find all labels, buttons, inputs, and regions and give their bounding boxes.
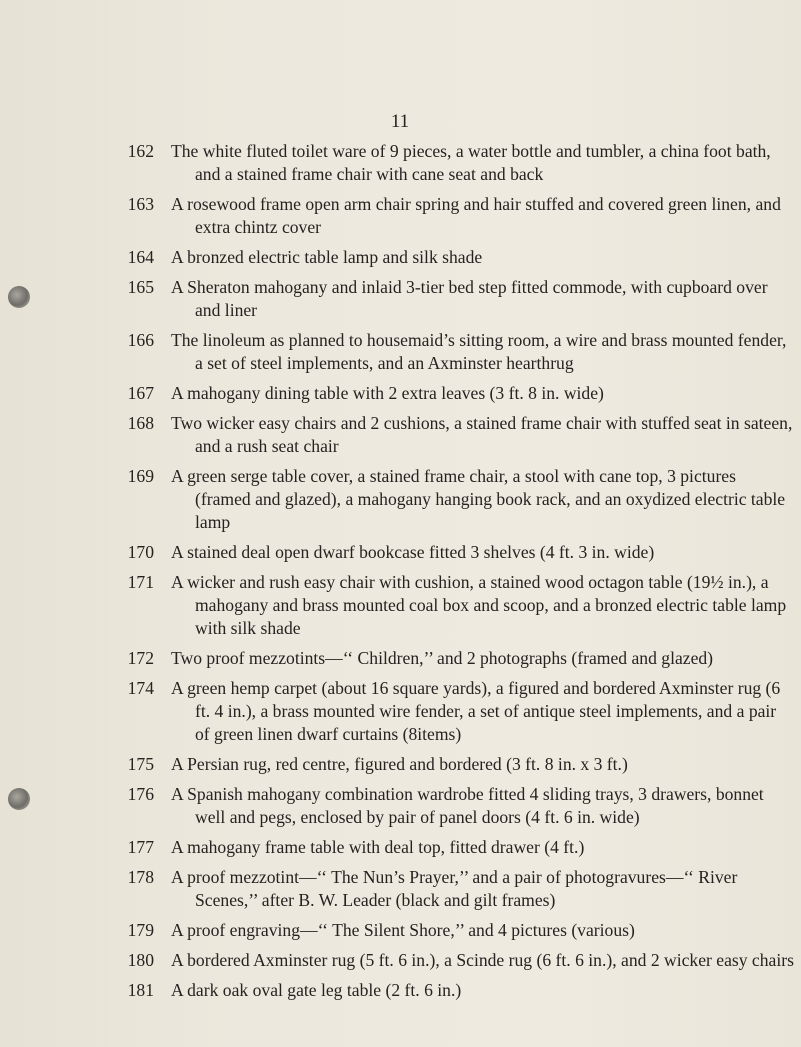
lot-description: A proof mezzotint—‘‘ The Nun’s Prayer,’’ and a pair of photogravures—‘‘ River Scenes,’’ after B. W. Leader (black and gilt frames)	[171, 867, 738, 910]
lot-number: 178	[127, 867, 154, 887]
lot-description: A proof engraving—‘‘ The Silent Shore,’’ and 4 pictures (various)	[171, 920, 635, 940]
lot-description: A stained deal open dwarf bookcase fitted 3 shelves (4 ft. 3 in. wide)	[171, 542, 655, 562]
lot-description: Two wicker easy chairs and 2 cushions, a stained frame chair with stuffed seat in sateen, and a rush seat chair	[171, 413, 793, 456]
lot-description: A mahogany dining table with 2 extra leaves (3 ft. 8 in. wide)	[171, 383, 604, 403]
lot-description: A green serge table cover, a stained frame chair, a stool with cane top, 3 pictures (framed and glazed), a mahogany hanging book rack, and an oxydized electric table lamp	[171, 466, 786, 532]
lot-number: 177	[127, 837, 154, 857]
lot-number: 166	[127, 330, 154, 350]
lot-description: A mahogany frame table with deal top, fitted drawer (4 ft.)	[171, 837, 585, 857]
lot-number: 169	[127, 466, 154, 486]
lot-description: Two proof mezzotints—‘‘ Children,’’ and 2 photographs (framed and glazed)	[171, 648, 714, 668]
lot-number: 171	[127, 572, 154, 592]
lot-description: The white fluted toilet ware of 9 pieces, a water bottle and tumbler, a china foot bath, and a stained frame chair with cane seat and back	[171, 141, 771, 184]
lot-number: 168	[127, 413, 154, 433]
lot-description: A wicker and rush easy chair with cushion, a stained wood octagon table (19½ in.), a mahogany and brass mounted coal box and scoop, and a bronzed electric table lamp with silk shade	[171, 572, 787, 638]
binding-hole-bottom	[8, 788, 30, 810]
lot-description: A rosewood frame open arm chair spring and hair stuffed and covered green linen, and extra chintz cover	[171, 194, 781, 237]
lot-description: The linoleum as planned to housemaid’s sitting room, a wire and brass mounted fender, a set of steel implements, and an Axminster hearthrug	[171, 330, 787, 373]
lot-number: 164	[127, 247, 154, 267]
lot-number: 162	[127, 141, 154, 161]
lot-description: A Persian rug, red centre, figured and bordered (3 ft. 8 in. x 3 ft.)	[171, 754, 628, 774]
lot-number: 179	[127, 920, 154, 940]
lot-description: A bordered Axminster rug (5 ft. 6 in.), a Scinde rug (6 ft. 6 in.), and 2 wicker easy chairs	[171, 950, 794, 970]
page-number: 11	[390, 111, 410, 132]
lot-description: A dark oak oval gate leg table (2 ft. 6 in.)	[171, 980, 462, 1000]
lot-description: A bronzed electric table lamp and silk shade	[171, 247, 483, 267]
lot-description: A Spanish mahogany combination wardrobe fitted 4 sliding trays, 3 drawers, bonnet well and pegs, enclosed by pair of panel doors (4 ft. 6 in. wide)	[171, 784, 764, 827]
lot-description: A green hemp carpet (about 16 square yards), a figured and bordered Axminster rug (6 ft. 4 in.), a brass mounted wire fender, a set of antique steel implements, and a pair of green linen dwarf curtains (8items)	[171, 678, 781, 744]
lot-number: 174	[127, 678, 154, 698]
lot-number: 175	[127, 754, 154, 774]
lot-number: 167	[127, 383, 154, 403]
lot-number: 172	[127, 648, 154, 668]
lot-number: 180	[127, 950, 154, 970]
lot-number: 163	[127, 194, 154, 214]
lot-number: 176	[127, 784, 154, 804]
binding-hole-top	[8, 286, 30, 308]
lot-number: 181	[127, 980, 154, 1000]
lot-description: A Sheraton mahogany and inlaid 3-tier bed step fitted commode, with cupboard over and liner	[171, 277, 768, 320]
lot-number: 165	[127, 277, 154, 297]
lot-number: 170	[127, 542, 154, 562]
